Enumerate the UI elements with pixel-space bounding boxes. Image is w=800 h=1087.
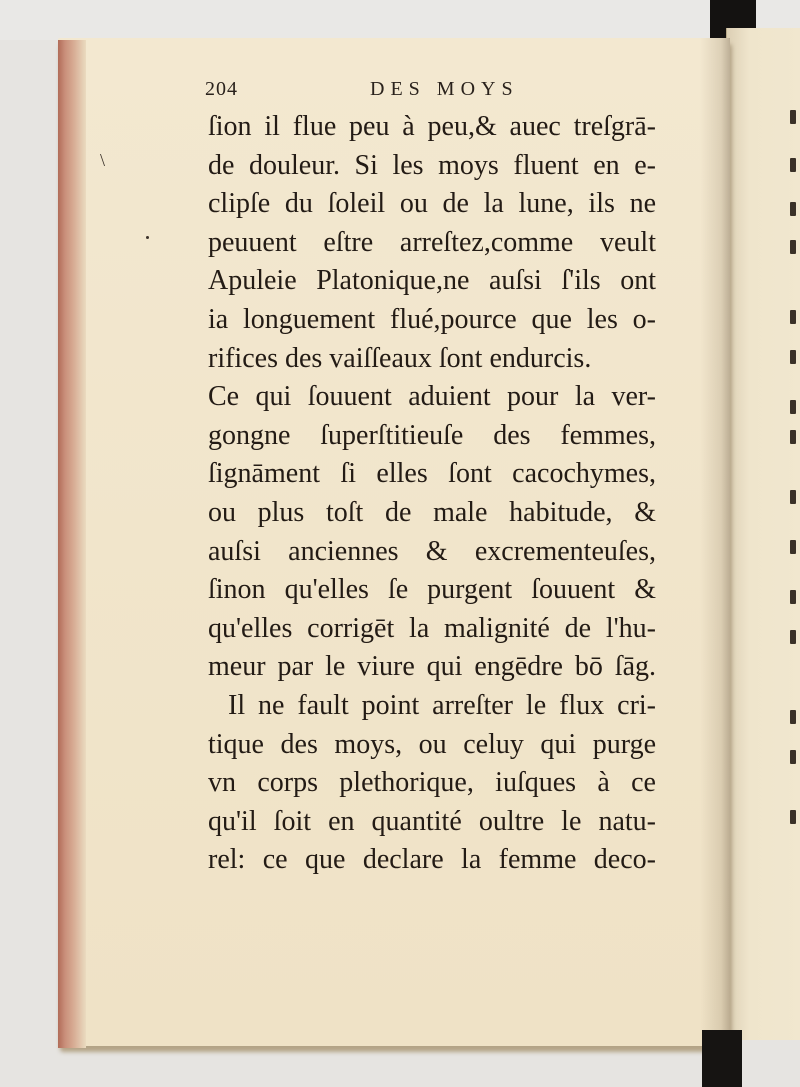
text-line: ou plus toſt de male habitude, &	[208, 496, 656, 528]
running-head: DES MOYS	[370, 78, 519, 100]
text-line: ſion il flue peu à peu,& auec treſgrā-	[208, 111, 656, 142]
text-line: meur par le viure qui engēdre bō ſāg.	[208, 651, 656, 683]
facing-page-text-fragments	[790, 110, 800, 910]
page-gutter-shadow	[700, 38, 730, 1046]
ink-mark: \	[100, 150, 106, 170]
text-line: qu'elles corrigēt la malignité de l'hu-	[208, 612, 656, 644]
text-line: rifices des vaiſſeaux ſont endurcis.	[208, 342, 592, 374]
ink-dot	[146, 236, 149, 239]
text-line: clipſe du ſoleil ou de la lune, ils ne	[208, 188, 656, 220]
text-line: peuuent eſtre arreſtez,comme veult	[208, 226, 656, 258]
ribbon-strap-bottom	[702, 1030, 742, 1087]
page-header	[205, 78, 655, 104]
text-line: ſinon qu'elles ſe purgent ſouuent &	[208, 574, 656, 606]
page-number: 204	[205, 78, 238, 100]
text-line: ia longuement flué,pource que les o-	[208, 303, 656, 335]
body-text	[208, 108, 656, 880]
text-line: Apuleie Platonique,ne auſsi ſ'ils ont	[208, 265, 656, 297]
page-red-edge	[58, 40, 86, 1048]
text-line: rel: ce que declare la femme deco-	[208, 844, 656, 876]
text-line: de douleur. Si les moys fluent en e-	[208, 149, 656, 181]
text-line: qu'il ſoit en quantité oultre le natu-	[208, 805, 656, 837]
text-line: Ce qui ſouuent aduient pour la ver-	[208, 381, 656, 413]
facing-page-edge	[726, 28, 800, 1040]
text-line: ſignāment ſi elles ſont cacochymes,	[208, 458, 656, 490]
background-top	[0, 0, 800, 40]
text-line: gongne ſuperſtitieuſe des femmes,	[208, 419, 656, 451]
text-line: auſsi anciennes & excrementeuſes,	[208, 535, 656, 567]
text-line: vn corps plethorique, iuſques à ce	[208, 767, 656, 799]
text-line: Il ne fault point arreſter le flux cri-	[228, 689, 656, 721]
text-line: tique des moys, ou celuy qui purge	[208, 728, 656, 760]
